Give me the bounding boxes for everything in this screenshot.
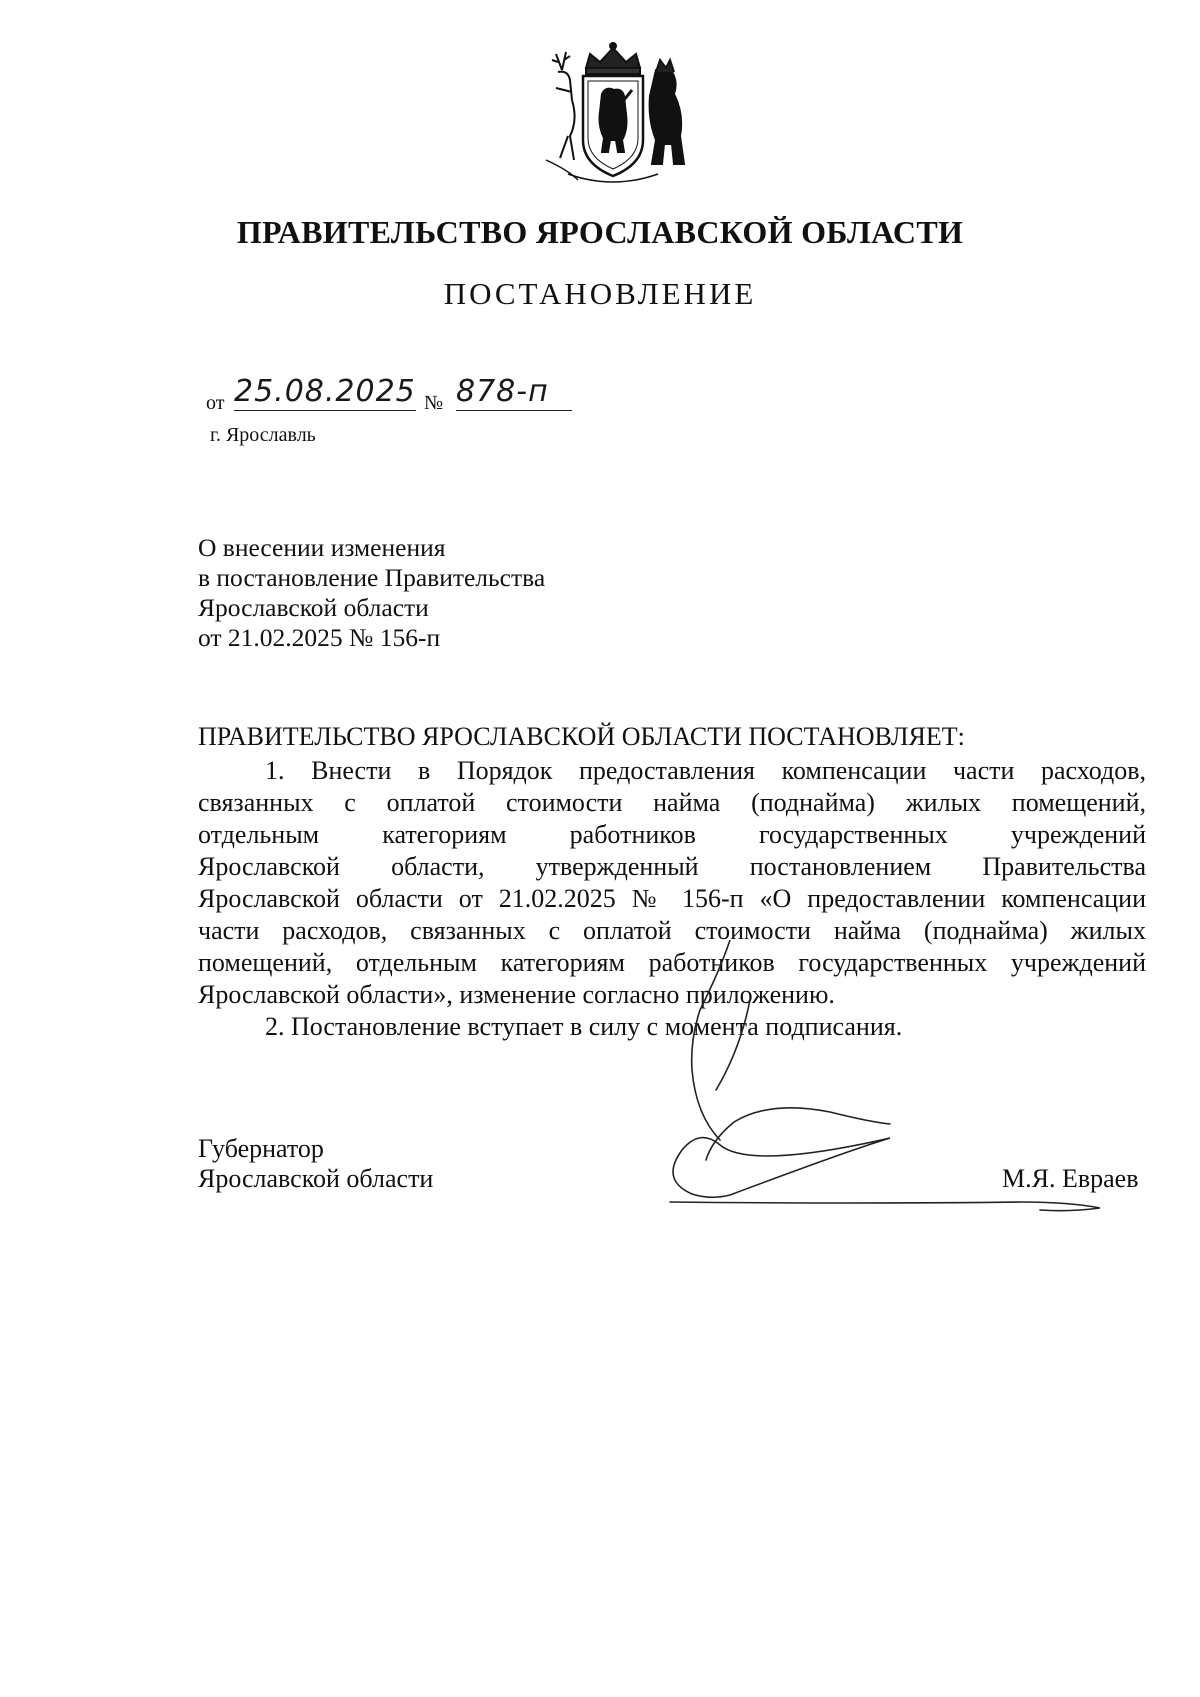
- document-title-line: в постановление Правительства: [198, 563, 546, 592]
- document-title-line: Ярославской области: [198, 593, 429, 622]
- signatory-region: Ярославской области: [198, 1164, 434, 1193]
- body-line: части расходов, связанных с оплатой стоимости найма (поднайма) жилых: [198, 916, 1146, 945]
- date-prefix: от: [206, 392, 225, 414]
- body-line: 2. Постановление вступает в силу с момента подписания.: [265, 1012, 903, 1041]
- body-line: Ярославской области от 21.02.2025 № 156-п «О предоставлении компенсации: [198, 884, 1146, 913]
- signatory-position: Губернатор: [198, 1134, 324, 1163]
- body-line: помещений, отдельным категориям работников государственных учреждений: [198, 948, 1146, 977]
- city: г. Ярославль: [210, 424, 316, 446]
- number-prefix: №: [424, 392, 444, 414]
- document-title-line: О внесении изменения: [198, 533, 446, 562]
- document-title-line: от 21.02.2025 № 156-п: [198, 623, 441, 652]
- handwritten-signature-icon: [600, 940, 1140, 1250]
- document-type-heading: ПОСТАНОВЛЕНИЕ: [443, 276, 757, 311]
- body-line: отдельным категориям работников государственных учреждений: [198, 820, 1146, 849]
- body-line: связанных с оплатой стоимости найма (поднайма) жилых помещений,: [198, 788, 1146, 817]
- signatory-name: М.Я. Евраев: [1002, 1164, 1139, 1193]
- body-line: 1. Внести в Порядок предоставления компенсации части расходов,: [265, 756, 1146, 785]
- document-date: 25.08.2025: [234, 374, 416, 409]
- decree-heading: ПРАВИТЕЛЬСТВО ЯРОСЛАВСКОЙ ОБЛАСТИ ПОСТАНОВЛЯЕТ:: [198, 722, 965, 751]
- coat-of-arms-icon: [528, 40, 698, 190]
- body-line: Ярославской области, утвержденный постановлением Правительства: [198, 852, 1146, 881]
- document-number: 878-п: [456, 374, 572, 411]
- body-line: Ярославской области», изменение согласно приложению.: [198, 980, 835, 1009]
- authority-heading: ПРАВИТЕЛЬСТВО ЯРОСЛАВСКОЙ ОБЛАСТИ: [236, 214, 964, 250]
